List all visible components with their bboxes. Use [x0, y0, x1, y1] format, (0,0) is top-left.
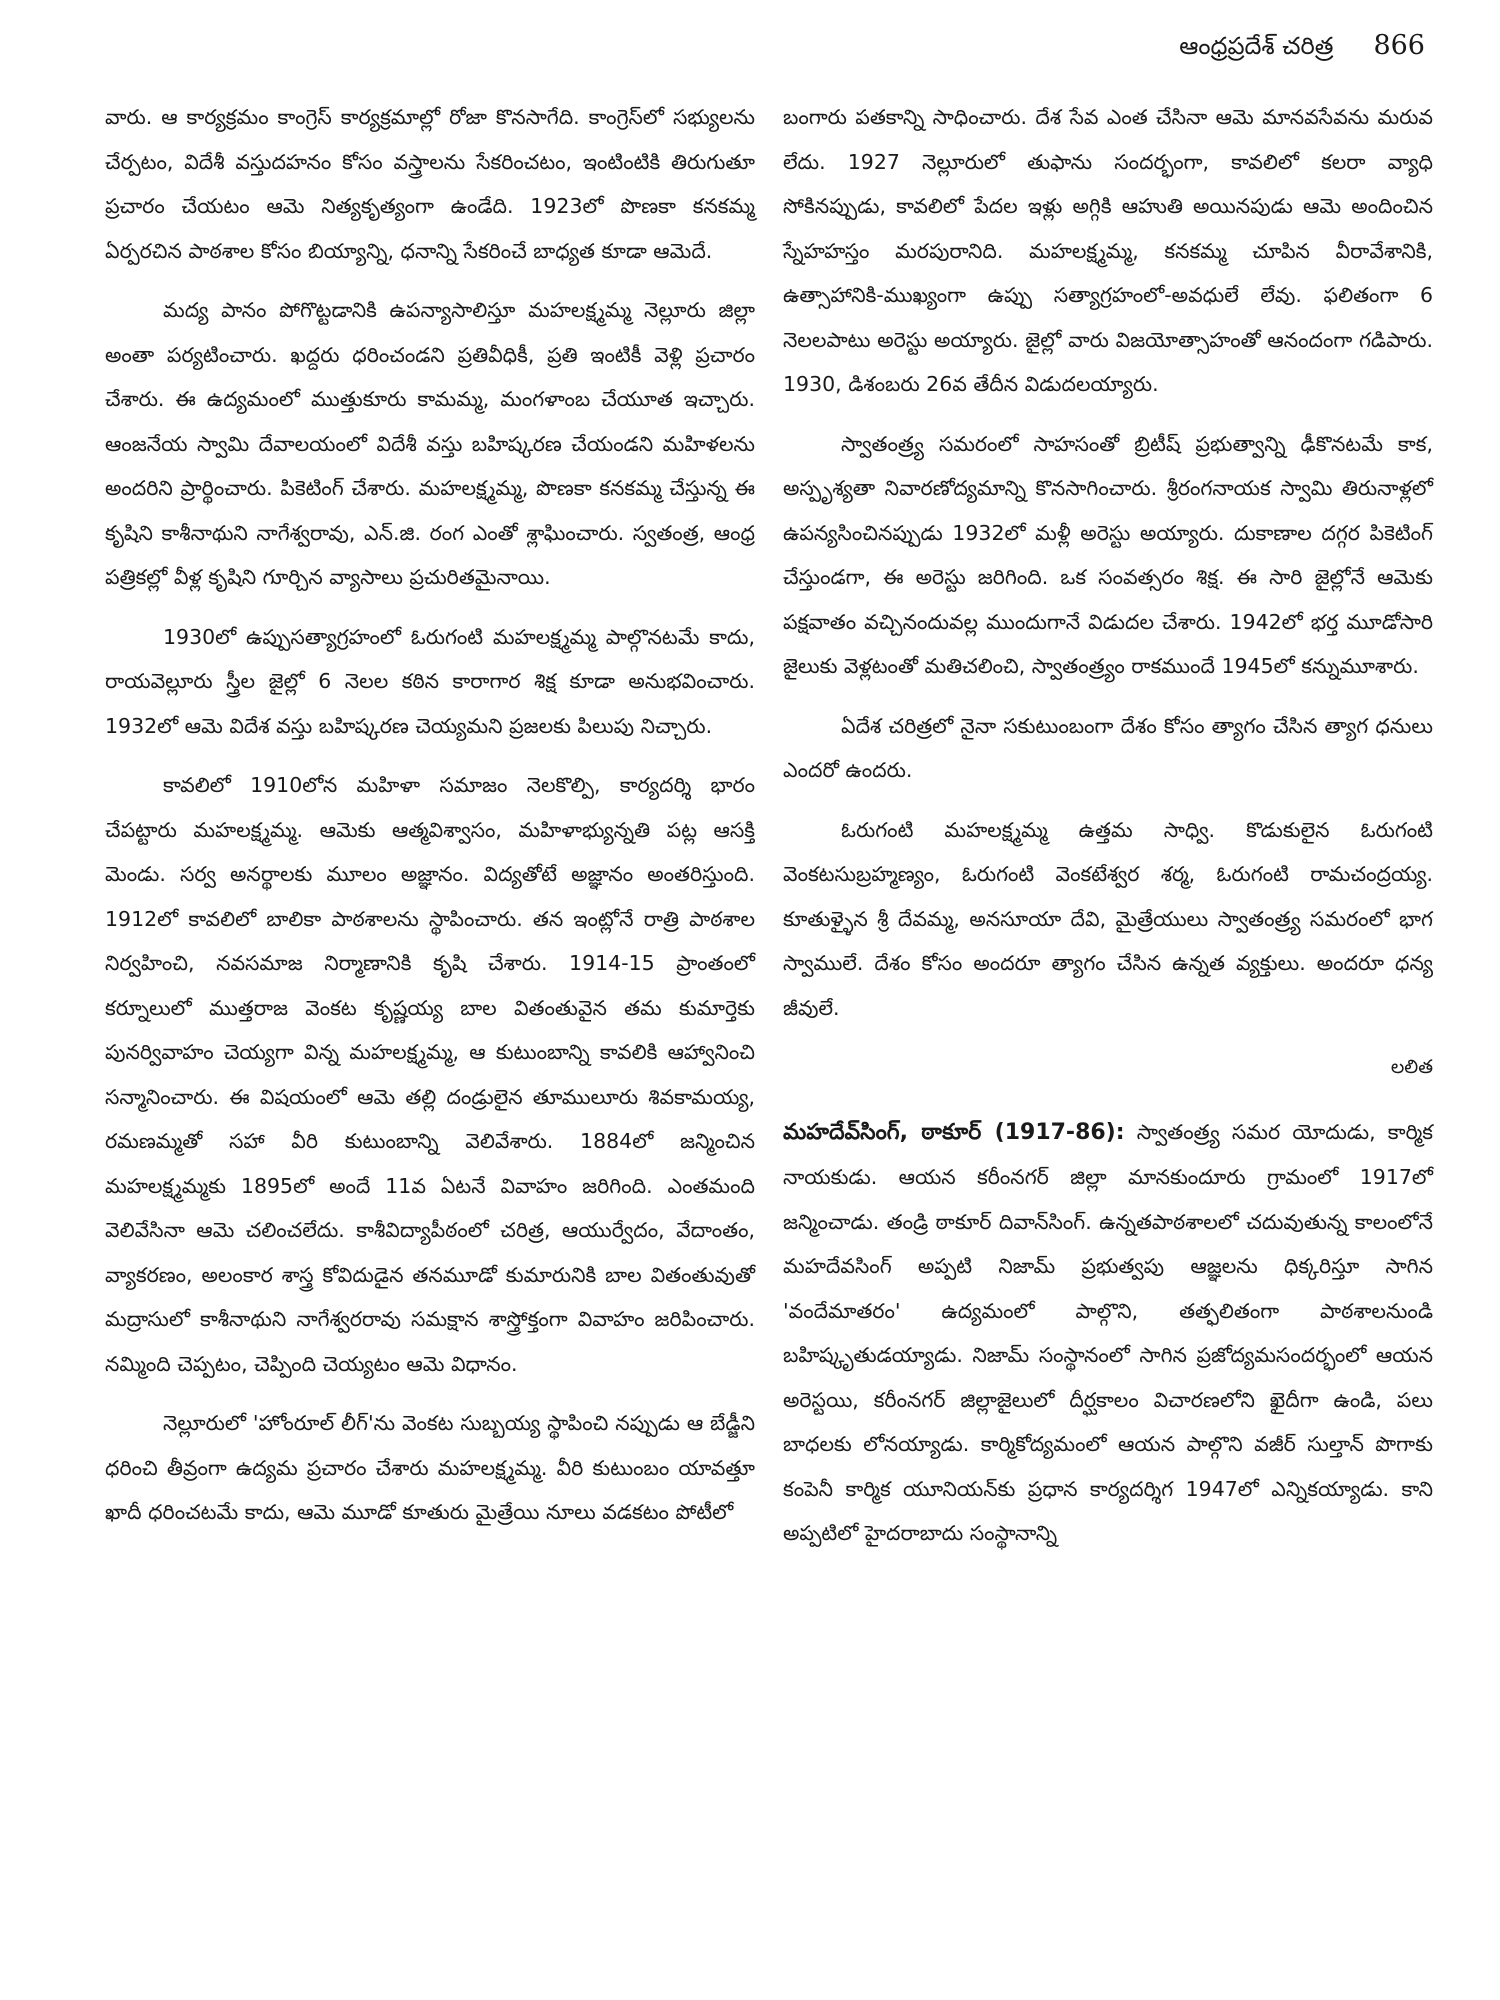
entry-body: స్వాతంత్ర్య సమర యోదుడు, కార్మిక నాయకుడు. ఆయన కరీంనగర్ జిల్లా మానకుందూరు గ్రామంలో 1917లో జన్మించాడు. తండ్రి ఠాకూర్ దివాన్‌సింగ్. ఉన్నతపాఠశాలలో చదువుతున్న కాలంలోనే మహదేవసింగ్ అప్పటి నిజామ్ ప్రభుత్వపు ఆజ్ఞలను ధిక్కరిస్తూ సాగిన 'వందేమాతరం' ఉద్యమంలో పాల్గొని, తత్ఫలితంగా పాఠశాలనుండి బహిష్కృతుడయ్యాడు. నిజామ్ సంస్థానంలో సాగిన ప్రజోద్యమసందర్భంలో ఆయన అరెస్టయి, కరీంనగర్ జిల్లాజైలులో దీర్ఘకాలం విచారణలోని ఖైదీగా ఉండి, పలు బాధలకు లోనయ్యాడు. కార్మికోద్యమంలో ఆయన పాల్గొని వజీర్ సుల్తాన్ పొగాకు కంపెనీ కార్మిక యూనియన్‌కు ప్రధాన కార్యదర్శిగ 1947లో ఎన్నికయ్యాడు. కాని అప్పటిలో హైదరాబాదు సంస్థానాన్ని — [783, 1119, 1433, 1545]
paragraph: స్వాతంత్ర్య సమరంలో సాహసంతో బ్రిటీష్ ప్రభుత్వాన్ని ఢీకొనటమే కాక, అస్పృశ్యతా నివారణోద్యమాన్ని కొనసాగించారు. శ్రీరంగనాయక స్వామి తిరునాళ్లలో ఉపన్యసించినప్పుడు 1932లో మళ్లీ అరెస్టు అయ్యారు. దుకాణాల దగ్గర పికెటింగ్ చేస్తుండగా, ఈ అరెస్టు జరిగింది. ఒక సంవత్సరం శిక్ష. ఈ సారి జైల్లోనే ఆమెకు పక్షవాతం వచ్చినందువల్ల ముందుగానే విడుదల చేశారు. 1942లో భర్త మూడోసారి జైలుకు వెళ్లటంతో మతిచలించి, స్వాతంత్ర్యం రాకముందే 1945లో కన్నుమూశారు. — [783, 431, 1433, 678]
entry-heading: మహదేవ్‌సింగ్, ఠాకూర్ (1917-86): — [783, 1119, 1125, 1145]
paragraph: ఓరుగంటి మహలక్ష్మమ్మ ఉత్తమ సాధ్వి. కొడుకులైన ఓరుగంటి వెంకటసుబ్రహ్మణ్యం, ఓరుగంటి వెంకటేశ్వర శర్మ, ఓరుగంటి రామచంద్రయ్య. కూతుళ్ళైన శ్రీ దేవమ్మ, అనసూయా దేవి, మైత్రేయులు స్వాతంత్ర్య సమరంలో భాగ స్వాములే. దేశం కోసం అందరూ త్యాగం చేసిన ఉన్నత వ్యక్తులు. అందరూ ధన్య జీవులే. — [783, 817, 1433, 1020]
paragraph: మద్య పానం పోగొట్టడానికి ఉపన్యాసాలిస్తూ మహలక్ష్మమ్మ నెల్లూరు జిల్లా అంతా పర్యటించారు. ఖద్దరు ధరించండని ప్రతివీధికీ, ప్రతి ఇంటికీ వెళ్లి ప్రచారం చేశారు. ఈ ఉద్యమంలో ముత్తుకూరు కామమ్మ, మంగళాంబ చేయూత ఇచ్చారు. ఆంజనేయ స్వామి దేవాలయంలో విదేశీ వస్తు బహిష్కరణ చేయండని మహిళలను అందరిని ప్రార్థించారు. పికెటింగ్ చేశారు. మహలక్ష్మమ్మ, పొణకా కనకమ్మ చేస్తున్న ఈ కృషిని కాశీనాథుని నాగేశ్వరావు, ఎన్.జి. రంగ ఎంతో శ్లాఘించారు. స్వతంత్ర, ఆంధ్ర పత్రికల్లో వీళ్ల కృషిని గూర్చిన వ్యాసాలు ప్రచురితమైనాయి. — [105, 298, 755, 589]
page-header — [1179, 30, 1425, 70]
right-column — [783, 95, 1433, 1571]
book-title: ఆంధ్రప్రదేశ్ చరిత్ర — [1179, 32, 1334, 60]
paragraph: నెల్లూరులో 'హోంరూల్ లీగ్'ను వెంకట సుబ్బయ్య స్థాపించి నప్పుడు ఆ బేడ్జీని ధరించి తీవ్రంగా ఉద్యమ ప్రచారం చేశారు మహలక్ష్మమ్మ. వీరి కుటుంబం యావత్తూ ఖాదీ ధరించటమే కాదు, ఆమె మూడో కూతురు మైత్రేయి నూలు వడకటం పోటీలో — [105, 1411, 755, 1524]
entry-paragraph — [783, 1110, 1433, 1556]
paragraph: వారు. ఆ కార్యక్రమం కాంగ్రెస్ కార్యక్రమాల్లో రోజా కొనసాగేది. కాంగ్రెస్‌లో సభ్యులను చేర్పటం, విదేశీ వస్తుదహనం కోసం వస్త్రాలను సేకరించటం, ఇంటింటికి తిరుగుతూ ప్రచారం చేయటం ఆమె నిత్యకృత్యంగా ఉండేది. 1923లో పొణకా కనకమ్మ ఏర్పరచిన పాఠశాల కోసం బియ్యాన్ని, ధనాన్ని సేకరించే బాధ్యత కూడా ఆమెదే. — [105, 105, 755, 263]
author-signature: లలిత — [1390, 1056, 1433, 1078]
paragraph: కావలిలో 1910లోన మహిళా సమాజం నెలకొల్పి, కార్యదర్శి భారం చేపట్టారు మహలక్ష్మమ్మ. ఆమెకు ఆత్మవిశ్వాసం, మహిళాభ్యున్నతి పట్ల ఆసక్తి మెండు. సర్వ అనర్థాలకు మూలం అజ్ఞానం. విద్యతోటే అజ్ఞానం అంతరిస్తుంది. 1912లో కావలిలో బాలికా పాఠశాలను స్థాపించారు. తన ఇంట్లోనే రాత్రి పాఠశాల నిర్వహించి, నవసమాజ నిర్మాణానికి కృషి చేశారు. 1914-15 ప్రాంతంలో కర్నూలులో ముత్తరాజ వెంకట కృష్ణయ్య బాల వితంతువైన తమ కుమార్తెకు పునర్వివాహం చెయ్యగా విన్న మహలక్ష్మమ్మ, ఆ కుటుంబాన్ని కావలికి ఆహ్వానించి సన్మానించారు. ఈ విషయంలో ఆమె తల్లి దండ్రులైన తూములూరు శివకామయ్య, రమణమ్మతో సహా వీరి కుటుంబాన్ని వెలివేశారు. 1884లో జన్మించిన మహలక్ష్మమ్మకు 1895లో అందే 11వ ఏటనే వివాహం జరిగింది. ఎంతమంది వెలివేసినా ఆమె చలించలేదు. కాశీవిద్యాపీఠంలో చరిత్ర, ఆయుర్వేదం, వేదాంతం, వ్యాకరణం, అలంకార శాస్త్ర కోవిదుడైన తనమూడో కుమారునికి బాల వితంతువుతో మద్రాసులో కాశీనాథుని నాగేశ్వరరావు సమక్షాన శాస్త్రోక్తంగా వివాహం జరిపించారు. నమ్మింది చెప్పటం, చెప్పింది చెయ్యటం ఆమె విధానం. — [105, 773, 755, 1376]
paragraph: బంగారు పతకాన్ని సాధించారు. దేశ సేవ ఎంత చేసినా ఆమె మానవసేవను మరువ లేదు. 1927 నెల్లూరులో తుఫాను సందర్భంగా, కావలిలో కలరా వ్యాధి సోకినప్పుడు, కావలిలో పేదల ఇళ్లు అగ్గికి ఆహుతి అయినపుడు ఆమె అందించిన స్నేహహస్తం మరపురానిది. మహలక్ష్మమ్మ, కనకమ్మ చూపిన వీరావేశానికి, ఉత్సాహానికి-ముఖ్యంగా ఉప్పు సత్యాగ్రహంలో-అవధులే లేవు. ఫలితంగా 6 నెలలపాటు అరెస్టు అయ్యారు. జైల్లో వారు విజయోత్సాహంతో ఆనందంగా గడిపారు. 1930, డిశంబరు 26వ తేదీన విడుదలయ్యారు. — [783, 105, 1433, 396]
paragraph: 1930లో ఉప్పుసత్యాగ్రహంలో ఓరుగంటి మహలక్ష్మమ్మ పాల్గొనటమే కాదు, రాయవెల్లూరు స్త్రీల జైల్లో 6 నెలల కఠిన కారాగార శిక్ష కూడా అనుభవించారు. 1932లో ఆమె విదేశ వస్తు బహిష్కరణ చెయ్యమని ప్రజలకు పిలుపు నిచ్చారు. — [105, 624, 755, 738]
paragraph: ఏదేశ చరిత్రలో నైనా సకుటుంబంగా దేశం కోసం త్యాగం చేసిన త్యాగ ధనులు ఎందరో ఉందరు. — [783, 713, 1433, 782]
page-number: 866 — [1373, 30, 1425, 61]
left-column — [105, 95, 755, 1550]
